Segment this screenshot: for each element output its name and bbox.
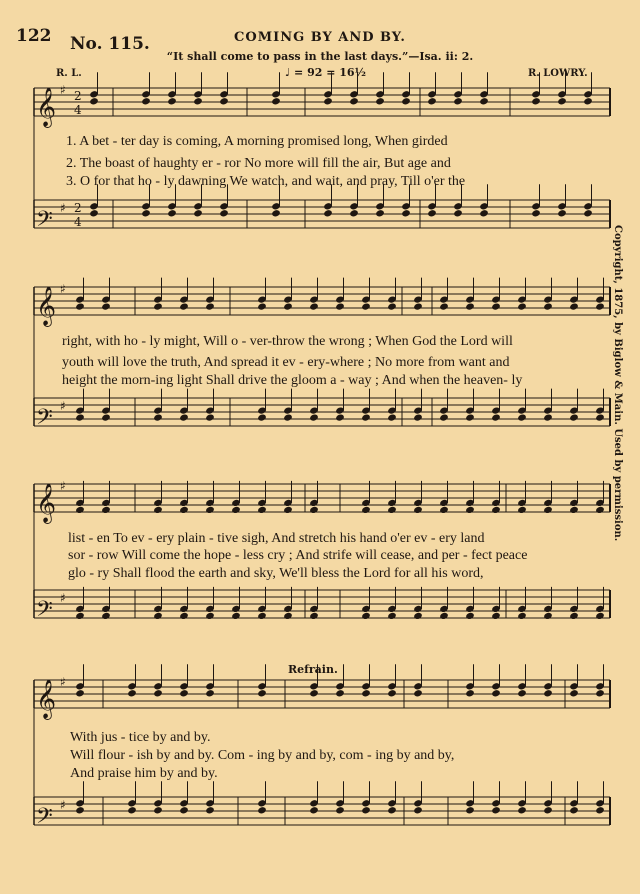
note-head <box>231 612 241 620</box>
note-head <box>517 806 527 814</box>
note-head <box>323 209 333 217</box>
note-head <box>75 506 85 514</box>
note-head <box>465 506 475 514</box>
note-head <box>271 209 281 217</box>
note-head <box>141 209 151 217</box>
note-head <box>361 612 371 620</box>
note-head <box>413 413 423 421</box>
bass-clef: 𝄢 <box>36 804 53 834</box>
note-head <box>387 806 397 814</box>
note-head <box>387 302 397 310</box>
note-head <box>179 506 189 514</box>
note-head <box>257 506 267 514</box>
note-head <box>153 612 163 620</box>
note-head <box>179 413 189 421</box>
note-head <box>465 612 475 620</box>
lyric-line: sor - row Will come the hope - less cry ; And strife will cease, and per - fect peace <box>68 548 528 563</box>
note-head <box>179 806 189 814</box>
note-head <box>543 302 553 310</box>
note-head <box>491 506 501 514</box>
note-head <box>401 209 411 217</box>
note-head <box>75 806 85 814</box>
lyric-line: right, with ho - ly might, Will o - ver-throw the wrong ; When God the Lord will <box>62 334 513 349</box>
treble-clef: 𝄞 <box>36 679 57 719</box>
note-head <box>361 302 371 310</box>
note-head <box>205 806 215 814</box>
note-head <box>479 97 489 105</box>
note-head <box>465 689 475 697</box>
note-head <box>465 302 475 310</box>
note-head <box>193 97 203 105</box>
time-signature: 4 <box>74 215 82 229</box>
note-head <box>595 506 605 514</box>
treble-clef: 𝄞 <box>36 483 57 523</box>
note-head <box>231 506 241 514</box>
note-head <box>349 209 359 217</box>
note-head <box>543 612 553 620</box>
note-head <box>375 209 385 217</box>
note-head <box>101 302 111 310</box>
sharp-sign: ♯ <box>60 282 66 296</box>
note-head <box>101 413 111 421</box>
note-head <box>219 209 229 217</box>
note-head <box>517 689 527 697</box>
note-head <box>309 506 319 514</box>
note-head <box>583 97 593 105</box>
note-head <box>465 806 475 814</box>
time-signature: 2 <box>74 201 82 215</box>
note-head <box>219 97 229 105</box>
note-head <box>543 806 553 814</box>
note-head <box>179 689 189 697</box>
note-head <box>283 506 293 514</box>
note-head <box>491 612 501 620</box>
note-head <box>375 97 385 105</box>
sharp-sign: ♯ <box>60 479 66 493</box>
note-head <box>309 302 319 310</box>
treble-clef: 𝄞 <box>36 286 57 326</box>
note-head <box>127 689 137 697</box>
lyricist-credit: R. L. <box>56 68 82 79</box>
tempo-marking: ♩ = 92 = 16½ <box>285 66 367 79</box>
note-head <box>465 413 475 421</box>
note-head <box>349 97 359 105</box>
lyric-line: 1. A bet - ter day is coming, A morning promised long, When girded <box>66 134 448 149</box>
note-head <box>387 689 397 697</box>
note-head <box>387 413 397 421</box>
note-head <box>517 506 527 514</box>
note-head <box>205 506 215 514</box>
note-head <box>439 612 449 620</box>
note-head <box>141 97 151 105</box>
note-head <box>569 506 579 514</box>
lyric-line: 2. The boast of haughty er - ror No more will fill the air, But age and <box>66 156 451 171</box>
note-head <box>75 413 85 421</box>
lyric-line: 3. O for that ho - ly dawning We watch, and wait, and pray, Till o'er the <box>66 174 466 189</box>
note-head <box>413 506 423 514</box>
note-head <box>557 97 567 105</box>
note-head <box>413 689 423 697</box>
note-head <box>595 302 605 310</box>
hymn-number: No. 115. <box>70 34 150 54</box>
lyric-line: list - en To ev - ery plain - tive sigh, And stretch his hand o'er ev - ery land <box>68 531 485 546</box>
note-head <box>583 209 593 217</box>
note-head <box>595 612 605 620</box>
note-head <box>257 689 267 697</box>
note-head <box>531 97 541 105</box>
note-head <box>569 302 579 310</box>
lyric-line: With jus - tice by and by. <box>70 730 211 745</box>
note-head <box>335 806 345 814</box>
note-head <box>75 302 85 310</box>
note-head <box>543 689 553 697</box>
note-head <box>595 689 605 697</box>
note-head <box>335 689 345 697</box>
note-head <box>335 413 345 421</box>
page-number: 122 <box>16 26 52 46</box>
note-head <box>543 506 553 514</box>
note-head <box>387 506 397 514</box>
note-head <box>205 689 215 697</box>
note-head <box>153 506 163 514</box>
note-head <box>283 413 293 421</box>
note-head <box>439 506 449 514</box>
note-head <box>179 302 189 310</box>
copyright-note: Copyright, 1875, by Biglow & Main. Used by permission. <box>612 225 623 542</box>
note-head <box>89 97 99 105</box>
note-head <box>361 413 371 421</box>
note-head <box>517 302 527 310</box>
lyric-line: glo - ry Shall flood the earth and sky, We'll bless the Lord for all his word, <box>68 566 484 581</box>
note-head <box>557 209 567 217</box>
note-head <box>361 506 371 514</box>
note-head <box>479 209 489 217</box>
note-head <box>205 302 215 310</box>
note-head <box>439 302 449 310</box>
sharp-sign: ♯ <box>60 399 66 413</box>
sharp-sign: ♯ <box>60 201 66 215</box>
sharp-sign: ♯ <box>60 798 66 812</box>
note-head <box>193 209 203 217</box>
note-head <box>387 612 397 620</box>
note-head <box>335 302 345 310</box>
note-head <box>453 97 463 105</box>
note-head <box>401 97 411 105</box>
note-head <box>167 209 177 217</box>
hymn-title: COMING BY AND BY. <box>234 30 406 45</box>
note-head <box>167 97 177 105</box>
lyric-line: Will flour - ish by and by. Com - ing by and by, com - ing by and by, <box>70 748 455 763</box>
note-head <box>309 689 319 697</box>
note-head <box>569 612 579 620</box>
note-head <box>491 689 501 697</box>
bass-clef: 𝄢 <box>36 405 53 435</box>
refrain-label: Refrain. <box>288 663 338 676</box>
note-head <box>517 413 527 421</box>
note-head <box>491 413 501 421</box>
note-head <box>453 209 463 217</box>
note-head <box>569 806 579 814</box>
note-head <box>153 806 163 814</box>
note-head <box>179 612 189 620</box>
note-head <box>101 612 111 620</box>
lyric-line: youth will love the truth, And spread it ev - ery-where ; No more from want and <box>62 355 510 370</box>
time-signature: 2 <box>74 89 82 103</box>
note-head <box>491 806 501 814</box>
note-head <box>205 612 215 620</box>
note-head <box>491 302 501 310</box>
treble-clef: 𝄞 <box>36 87 57 127</box>
note-head <box>257 612 267 620</box>
sharp-sign: ♯ <box>60 83 66 97</box>
composer-credit: R. LOWRY. <box>528 68 588 79</box>
time-signature: 4 <box>74 103 82 117</box>
note-head <box>127 806 137 814</box>
epigraph: “It shall come to pass in the last days.”—Isa. ii: 2. <box>166 50 474 63</box>
note-head <box>101 506 111 514</box>
note-head <box>309 806 319 814</box>
note-head <box>283 612 293 620</box>
sharp-sign: ♯ <box>60 675 66 689</box>
bass-clef: 𝄢 <box>36 597 53 627</box>
note-head <box>361 689 371 697</box>
note-head <box>153 302 163 310</box>
note-head <box>283 302 293 310</box>
note-head <box>413 302 423 310</box>
note-head <box>427 209 437 217</box>
note-head <box>543 413 553 421</box>
lyric-line: height the morn-ing light Shall drive the gloom a - way ; And when the heaven- ly <box>62 373 523 388</box>
note-head <box>257 806 267 814</box>
bass-clef: 𝄢 <box>36 207 53 237</box>
note-head <box>439 413 449 421</box>
sharp-sign: ♯ <box>60 591 66 605</box>
note-head <box>257 413 267 421</box>
note-head <box>309 413 319 421</box>
note-head <box>153 689 163 697</box>
note-head <box>205 413 215 421</box>
note-head <box>413 612 423 620</box>
note-head <box>595 413 605 421</box>
note-head <box>75 689 85 697</box>
note-head <box>427 97 437 105</box>
note-head <box>323 97 333 105</box>
note-head <box>517 612 527 620</box>
note-head <box>153 413 163 421</box>
note-head <box>361 806 371 814</box>
note-head <box>531 209 541 217</box>
note-head <box>75 612 85 620</box>
note-head <box>569 413 579 421</box>
note-head <box>89 209 99 217</box>
note-head <box>595 806 605 814</box>
note-head <box>271 97 281 105</box>
note-head <box>569 689 579 697</box>
note-head <box>413 806 423 814</box>
note-head <box>257 302 267 310</box>
lyric-line: And praise him by and by. <box>70 766 218 781</box>
note-head <box>309 612 319 620</box>
